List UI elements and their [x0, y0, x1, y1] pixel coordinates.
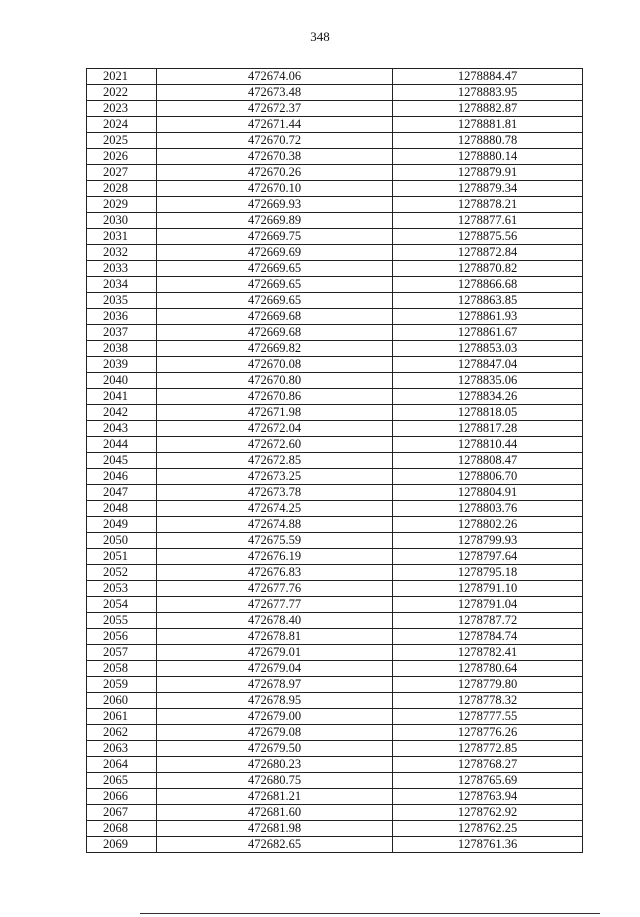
point-number-cell: 2061 [87, 709, 157, 725]
table-row [87, 437, 583, 453]
x-coordinate-cell: 472672.60 [157, 437, 393, 453]
x-coordinate-cell: 472674.88 [157, 517, 393, 533]
x-coordinate-cell: 472679.08 [157, 725, 393, 741]
table-row [87, 693, 583, 709]
x-coordinate-cell: 472674.25 [157, 501, 393, 517]
x-coordinate-cell: 472670.80 [157, 373, 393, 389]
table-body [87, 69, 583, 853]
y-coordinate-cell: 1278882.87 [393, 101, 583, 117]
table-row [87, 773, 583, 789]
x-coordinate-cell: 472672.04 [157, 421, 393, 437]
y-coordinate-cell: 1278797.64 [393, 549, 583, 565]
x-coordinate-cell: 472680.23 [157, 757, 393, 773]
y-coordinate-cell: 1278795.18 [393, 565, 583, 581]
point-number-cell: 2049 [87, 517, 157, 533]
table-row [87, 453, 583, 469]
table-row [87, 469, 583, 485]
y-coordinate-cell: 1278810.44 [393, 437, 583, 453]
y-coordinate-cell: 1278861.67 [393, 325, 583, 341]
table-row [87, 69, 583, 85]
point-number-cell: 2067 [87, 805, 157, 821]
y-coordinate-cell: 1278765.69 [393, 773, 583, 789]
table-row [87, 645, 583, 661]
table-row [87, 373, 583, 389]
point-number-cell: 2059 [87, 677, 157, 693]
y-coordinate-cell: 1278768.27 [393, 757, 583, 773]
point-number-cell: 2051 [87, 549, 157, 565]
y-coordinate-cell: 1278772.85 [393, 741, 583, 757]
point-number-cell: 2063 [87, 741, 157, 757]
y-coordinate-cell: 1278866.68 [393, 277, 583, 293]
y-coordinate-cell: 1278782.41 [393, 645, 583, 661]
table-row [87, 165, 583, 181]
x-coordinate-cell: 472679.00 [157, 709, 393, 725]
table-row [87, 485, 583, 501]
y-coordinate-cell: 1278762.92 [393, 805, 583, 821]
table-row [87, 229, 583, 245]
point-number-cell: 2056 [87, 629, 157, 645]
y-coordinate-cell: 1278791.10 [393, 581, 583, 597]
x-coordinate-cell: 472669.65 [157, 261, 393, 277]
table-row [87, 677, 583, 693]
point-number-cell: 2025 [87, 133, 157, 149]
point-number-cell: 2032 [87, 245, 157, 261]
point-number-cell: 2055 [87, 613, 157, 629]
table-row [87, 325, 583, 341]
x-coordinate-cell: 472670.10 [157, 181, 393, 197]
table-row [87, 741, 583, 757]
y-coordinate-cell: 1278780.64 [393, 661, 583, 677]
point-number-cell: 2029 [87, 197, 157, 213]
table-row [87, 277, 583, 293]
table-row [87, 725, 583, 741]
x-coordinate-cell: 472672.37 [157, 101, 393, 117]
x-coordinate-cell: 472678.81 [157, 629, 393, 645]
point-number-cell: 2034 [87, 277, 157, 293]
table-row [87, 117, 583, 133]
table-row [87, 85, 583, 101]
x-coordinate-cell: 472679.50 [157, 741, 393, 757]
y-coordinate-cell: 1278799.93 [393, 533, 583, 549]
point-number-cell: 2054 [87, 597, 157, 613]
x-coordinate-cell: 472669.69 [157, 245, 393, 261]
table-row [87, 133, 583, 149]
point-number-cell: 2064 [87, 757, 157, 773]
y-coordinate-cell: 1278883.95 [393, 85, 583, 101]
y-coordinate-cell: 1278861.93 [393, 309, 583, 325]
point-number-cell: 2065 [87, 773, 157, 789]
y-coordinate-cell: 1278853.03 [393, 341, 583, 357]
x-coordinate-cell: 472671.98 [157, 405, 393, 421]
x-coordinate-cell: 472675.59 [157, 533, 393, 549]
table-row [87, 517, 583, 533]
x-coordinate-cell: 472674.06 [157, 69, 393, 85]
x-coordinate-cell: 472679.04 [157, 661, 393, 677]
table-row [87, 357, 583, 373]
y-coordinate-cell: 1278872.84 [393, 245, 583, 261]
x-coordinate-cell: 472676.19 [157, 549, 393, 565]
x-coordinate-cell: 472669.93 [157, 197, 393, 213]
table-row [87, 533, 583, 549]
point-number-cell: 2047 [87, 485, 157, 501]
point-number-cell: 2038 [87, 341, 157, 357]
point-number-cell: 2044 [87, 437, 157, 453]
x-coordinate-cell: 472679.01 [157, 645, 393, 661]
point-number-cell: 2069 [87, 837, 157, 853]
point-number-cell: 2024 [87, 117, 157, 133]
point-number-cell: 2050 [87, 533, 157, 549]
y-coordinate-cell: 1278763.94 [393, 789, 583, 805]
table-row [87, 341, 583, 357]
y-coordinate-cell: 1278776.26 [393, 725, 583, 741]
x-coordinate-cell: 472670.86 [157, 389, 393, 405]
x-coordinate-cell: 472670.08 [157, 357, 393, 373]
point-number-cell: 2045 [87, 453, 157, 469]
table-row [87, 101, 583, 117]
point-number-cell: 2048 [87, 501, 157, 517]
table-row [87, 293, 583, 309]
point-number-cell: 2057 [87, 645, 157, 661]
table-row [87, 661, 583, 677]
point-number-cell: 2058 [87, 661, 157, 677]
x-coordinate-cell: 472669.68 [157, 325, 393, 341]
point-number-cell: 2041 [87, 389, 157, 405]
point-number-cell: 2036 [87, 309, 157, 325]
footer-rule [140, 913, 600, 914]
x-coordinate-cell: 472677.77 [157, 597, 393, 613]
x-coordinate-cell: 472677.76 [157, 581, 393, 597]
coordinates-table [86, 68, 583, 853]
point-number-cell: 2068 [87, 821, 157, 837]
point-number-cell: 2027 [87, 165, 157, 181]
x-coordinate-cell: 472671.44 [157, 117, 393, 133]
y-coordinate-cell: 1278806.70 [393, 469, 583, 485]
y-coordinate-cell: 1278880.78 [393, 133, 583, 149]
x-coordinate-cell: 472678.95 [157, 693, 393, 709]
y-coordinate-cell: 1278787.72 [393, 613, 583, 629]
table-row [87, 181, 583, 197]
y-coordinate-cell: 1278761.36 [393, 837, 583, 853]
point-number-cell: 2037 [87, 325, 157, 341]
x-coordinate-cell: 472669.65 [157, 277, 393, 293]
y-coordinate-cell: 1278884.47 [393, 69, 583, 85]
x-coordinate-cell: 472669.75 [157, 229, 393, 245]
table-row [87, 245, 583, 261]
x-coordinate-cell: 472672.85 [157, 453, 393, 469]
x-coordinate-cell: 472676.83 [157, 565, 393, 581]
x-coordinate-cell: 472681.98 [157, 821, 393, 837]
x-coordinate-cell: 472681.21 [157, 789, 393, 805]
point-number-cell: 2039 [87, 357, 157, 373]
y-coordinate-cell: 1278870.82 [393, 261, 583, 277]
y-coordinate-cell: 1278835.06 [393, 373, 583, 389]
table-row [87, 565, 583, 581]
y-coordinate-cell: 1278881.81 [393, 117, 583, 133]
x-coordinate-cell: 472673.78 [157, 485, 393, 501]
point-number-cell: 2028 [87, 181, 157, 197]
point-number-cell: 2021 [87, 69, 157, 85]
y-coordinate-cell: 1278808.47 [393, 453, 583, 469]
point-number-cell: 2023 [87, 101, 157, 117]
table-row [87, 613, 583, 629]
y-coordinate-cell: 1278879.91 [393, 165, 583, 181]
x-coordinate-cell: 472682.65 [157, 837, 393, 853]
y-coordinate-cell: 1278778.32 [393, 693, 583, 709]
x-coordinate-cell: 472680.75 [157, 773, 393, 789]
y-coordinate-cell: 1278878.21 [393, 197, 583, 213]
table-row [87, 597, 583, 613]
table-row [87, 421, 583, 437]
x-coordinate-cell: 472681.60 [157, 805, 393, 821]
page-number: 348 [310, 29, 330, 44]
point-number-cell: 2053 [87, 581, 157, 597]
y-coordinate-cell: 1278762.25 [393, 821, 583, 837]
y-coordinate-cell: 1278784.74 [393, 629, 583, 645]
y-coordinate-cell: 1278847.04 [393, 357, 583, 373]
x-coordinate-cell: 472678.40 [157, 613, 393, 629]
point-number-cell: 2046 [87, 469, 157, 485]
table-row [87, 805, 583, 821]
x-coordinate-cell: 472670.72 [157, 133, 393, 149]
table-row [87, 197, 583, 213]
x-coordinate-cell: 472669.65 [157, 293, 393, 309]
y-coordinate-cell: 1278779.80 [393, 677, 583, 693]
point-number-cell: 2026 [87, 149, 157, 165]
y-coordinate-cell: 1278791.04 [393, 597, 583, 613]
point-number-cell: 2052 [87, 565, 157, 581]
y-coordinate-cell: 1278877.61 [393, 213, 583, 229]
table-row [87, 789, 583, 805]
point-number-cell: 2022 [87, 85, 157, 101]
x-coordinate-cell: 472673.48 [157, 85, 393, 101]
point-number-cell: 2040 [87, 373, 157, 389]
table-row [87, 213, 583, 229]
x-coordinate-cell: 472678.97 [157, 677, 393, 693]
y-coordinate-cell: 1278880.14 [393, 149, 583, 165]
x-coordinate-cell: 472670.38 [157, 149, 393, 165]
table-row [87, 405, 583, 421]
x-coordinate-cell: 472669.68 [157, 309, 393, 325]
point-number-cell: 2043 [87, 421, 157, 437]
y-coordinate-cell: 1278879.34 [393, 181, 583, 197]
table-row [87, 629, 583, 645]
y-coordinate-cell: 1278804.91 [393, 485, 583, 501]
table-row [87, 821, 583, 837]
point-number-cell: 2066 [87, 789, 157, 805]
point-number-cell: 2033 [87, 261, 157, 277]
point-number-cell: 2035 [87, 293, 157, 309]
point-number-cell: 2060 [87, 693, 157, 709]
table-row [87, 581, 583, 597]
x-coordinate-cell: 472673.25 [157, 469, 393, 485]
y-coordinate-cell: 1278818.05 [393, 405, 583, 421]
table-row [87, 757, 583, 773]
y-coordinate-cell: 1278875.56 [393, 229, 583, 245]
table-row [87, 501, 583, 517]
table-row [87, 389, 583, 405]
y-coordinate-cell: 1278803.76 [393, 501, 583, 517]
table-row [87, 837, 583, 853]
y-coordinate-cell: 1278817.28 [393, 421, 583, 437]
y-coordinate-cell: 1278777.55 [393, 709, 583, 725]
x-coordinate-cell: 472669.89 [157, 213, 393, 229]
point-number-cell: 2030 [87, 213, 157, 229]
table-row [87, 149, 583, 165]
table-row [87, 309, 583, 325]
y-coordinate-cell: 1278802.26 [393, 517, 583, 533]
x-coordinate-cell: 472670.26 [157, 165, 393, 181]
table-row [87, 709, 583, 725]
point-number-cell: 2031 [87, 229, 157, 245]
point-number-cell: 2042 [87, 405, 157, 421]
y-coordinate-cell: 1278863.85 [393, 293, 583, 309]
table-row [87, 549, 583, 565]
x-coordinate-cell: 472669.82 [157, 341, 393, 357]
table-row [87, 261, 583, 277]
point-number-cell: 2062 [87, 725, 157, 741]
y-coordinate-cell: 1278834.26 [393, 389, 583, 405]
